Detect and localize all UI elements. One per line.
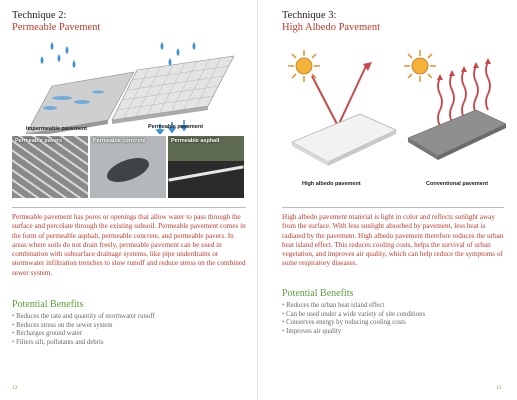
water-droplet-icon	[41, 42, 76, 68]
body-paragraph: High albedo pavement material is light in color and reflects sunlight away from the surface. With less sunlight absorbed by pavement, less heat is radiated by the pavement. High albedo pavement therefore reduces the urban heat island effect. This reduces cooling costs, helps the survival of urban vegetation, and improves air quality, which can help reduce the symptoms of some respiratory diseases.	[282, 213, 504, 268]
sun-icon	[404, 50, 436, 82]
photo-label: Permeable asphalt	[171, 138, 220, 144]
technique-title: Permeable Pavement	[12, 22, 101, 33]
list-item: • Filters silt, pollutants and debris	[12, 339, 248, 348]
list-item: • Recharges ground water	[12, 330, 248, 339]
impermeable-caption: Impermeable pavement	[26, 126, 88, 132]
permeable-pavement-illustration	[12, 42, 242, 134]
conventional-caption: Conventional pavement	[426, 181, 489, 187]
benefits-heading: Potential Benefits	[12, 299, 84, 310]
divider	[282, 207, 504, 208]
right-page	[258, 0, 517, 400]
page-number: 13	[496, 385, 502, 391]
permeable-caption: Permeable pavement	[148, 124, 204, 130]
technique-number: Technique 3:	[282, 10, 337, 21]
list-item: • Reduces stress on the sewer system	[12, 322, 248, 331]
list-item: • Can be used under a wide variety of site conditions	[282, 311, 508, 320]
high-albedo-illustration	[280, 46, 506, 176]
photo-permeable-pavers	[12, 136, 88, 198]
benefits-list	[282, 302, 508, 336]
page-number: 12	[12, 385, 18, 391]
photo-label: Permeable pavers	[15, 138, 63, 144]
benefits-heading: Potential Benefits	[282, 288, 354, 299]
sun-icon	[288, 50, 320, 82]
body-paragraph: Permeable pavement has pores or openings that allow water to pass through the surface and percolate through the existing subsoil. Permeable pavement comes in the form of permeable asphalt, permeable concrete, and permeable pavers. In areas where soils do not drain freely, permeable pavement can be used in combination with subsurface drainage systems, like pipe underdrains or stormwater infiltration trenches to slow runoff and reduce stress on the combined sewer system.	[12, 213, 246, 277]
benefits-list	[12, 313, 248, 347]
list-item: • Reduces the rate and quantity of stormwater runoff	[12, 313, 248, 322]
divider	[12, 207, 246, 208]
technique-title: High Albedo Pavement	[282, 22, 380, 33]
photo-label: Permeable concrete	[93, 138, 146, 144]
photo-permeable-concrete	[90, 136, 166, 198]
photo-permeable-asphalt	[168, 136, 244, 198]
technique-number: Technique 2:	[12, 10, 67, 21]
list-item: • Conserves energy by reducing cooling costs	[282, 319, 508, 328]
list-item: • Improves air quality	[282, 328, 508, 337]
list-item: • Reduces the urban heat island effect	[282, 302, 508, 311]
left-page	[0, 0, 258, 400]
high-albedo-caption: High albedo pavement	[302, 181, 361, 187]
